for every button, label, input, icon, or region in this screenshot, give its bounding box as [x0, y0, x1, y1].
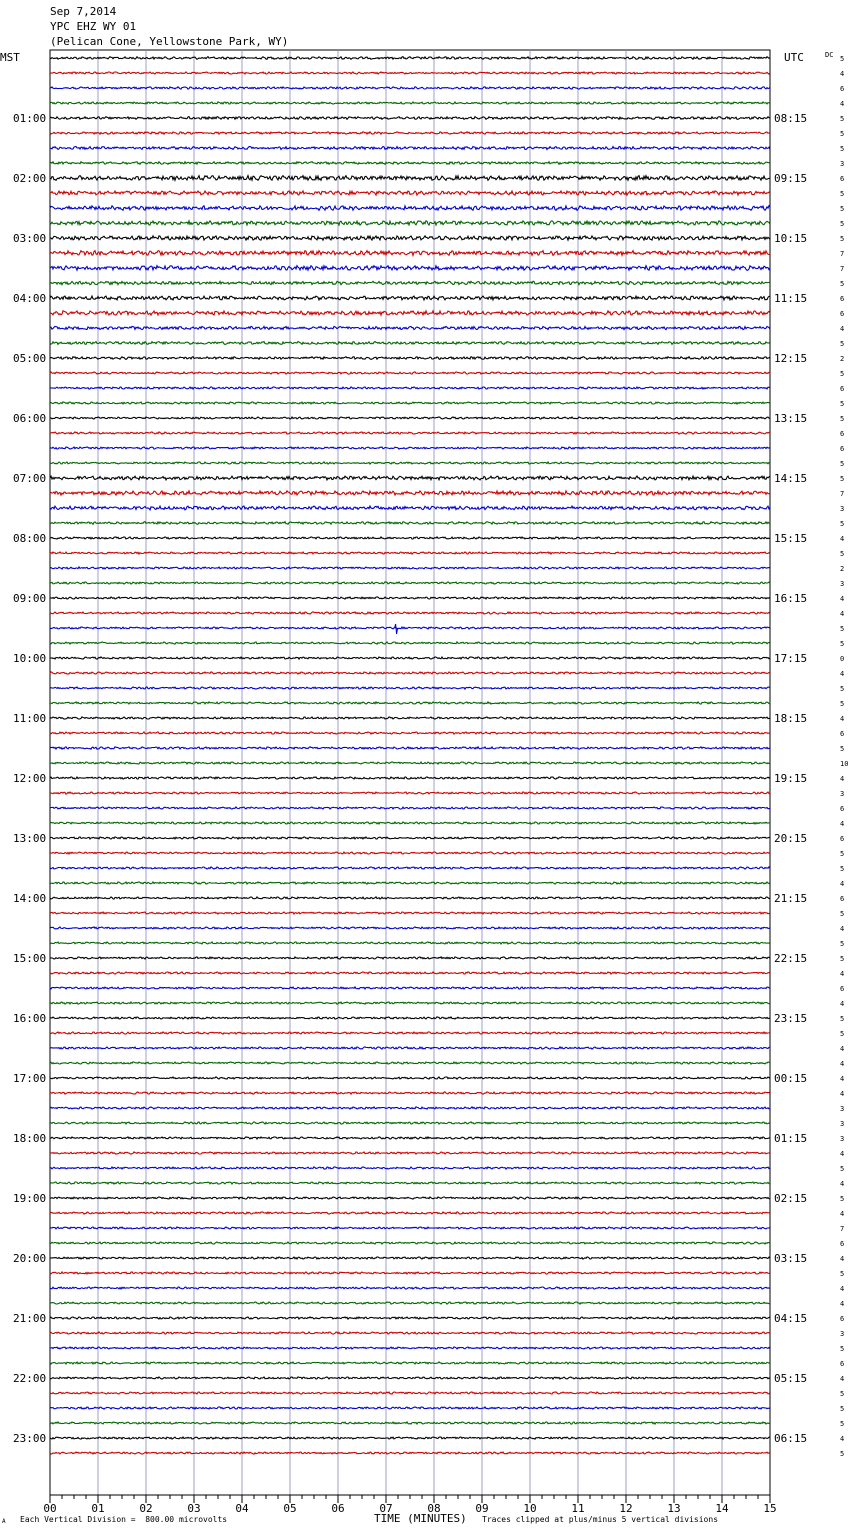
- dc-offset-value: 4: [840, 595, 845, 603]
- dc-offset-value: 5: [840, 415, 845, 423]
- dc-offset-value: 6: [840, 175, 845, 183]
- plot-date: Sep 7,2014: [50, 5, 117, 18]
- seismic-trace: [50, 1272, 770, 1274]
- dc-offset-value: 5: [840, 520, 845, 528]
- seismic-trace: [50, 552, 770, 554]
- utc-hour-label: 01:15: [774, 1132, 808, 1145]
- dc-offset-value: 5: [840, 1015, 845, 1023]
- mst-hour-label: 09:00: [13, 592, 47, 605]
- dc-offset-value: 4: [840, 100, 845, 108]
- dc-offset-value: 7: [840, 1225, 845, 1233]
- dc-offset-value: 3: [840, 1135, 845, 1143]
- seismic-trace: [50, 822, 770, 824]
- mst-hour-label: 22:00: [13, 1372, 47, 1385]
- seismic-trace: [50, 1032, 770, 1034]
- dc-offset-value: 5: [840, 625, 845, 633]
- dc-offset-value: 2: [840, 355, 845, 363]
- mst-hour-label: 20:00: [13, 1252, 47, 1265]
- seismic-trace: [50, 1377, 770, 1379]
- seismic-trace: [50, 1407, 770, 1409]
- utc-hour-label: 18:15: [774, 712, 808, 725]
- mst-hour-label: 15:00: [13, 952, 47, 965]
- dc-offset-value: 4: [840, 715, 845, 723]
- dc-offset-value: 5: [840, 1195, 845, 1203]
- seismic-trace: [50, 1122, 770, 1124]
- dc-offset-value: 6: [840, 430, 845, 438]
- seismic-trace: [50, 567, 770, 569]
- utc-axis-label: UTC: [784, 51, 804, 64]
- dc-offset-value: 4: [840, 1090, 845, 1098]
- utc-hour-label: 15:15: [774, 532, 808, 545]
- seismic-trace: [50, 717, 770, 719]
- utc-hour-label: 09:15: [774, 172, 808, 185]
- utc-hour-label: 19:15: [774, 772, 808, 785]
- seismic-trace: [50, 1077, 770, 1079]
- seismic-trace: [50, 357, 770, 360]
- dc-offset-value: 3: [840, 580, 845, 588]
- seismic-trace: [50, 747, 770, 749]
- seismic-trace: [50, 311, 770, 315]
- dc-offset-value: 6: [840, 310, 845, 318]
- mst-hour-label: 10:00: [13, 652, 47, 665]
- dc-offset-value: 7: [840, 490, 845, 498]
- dc-offset-value: 5: [840, 1450, 845, 1458]
- dc-offset-value: 5: [840, 280, 845, 288]
- dc-offset-value: 5: [840, 1405, 845, 1413]
- dc-offset-value: 4: [840, 820, 845, 828]
- utc-hour-label: 00:15: [774, 1072, 808, 1085]
- seismic-trace: [50, 537, 770, 539]
- seismic-trace: [50, 57, 770, 60]
- mst-hour-label: 12:00: [13, 772, 47, 785]
- seismic-trace: [50, 972, 770, 974]
- dc-offset-value: 5: [840, 55, 845, 63]
- seismic-trace: [50, 627, 770, 629]
- mst-hour-label: 08:00: [13, 532, 47, 545]
- seismic-trace: [50, 897, 770, 899]
- seismic-trace: [50, 417, 770, 419]
- seismic-trace: [50, 1437, 770, 1439]
- seismic-trace: [50, 132, 770, 134]
- dc-offset-value: 4: [840, 1075, 845, 1083]
- dc-offset-value: 5: [840, 745, 845, 753]
- dc-offset-value: 4: [840, 1375, 845, 1383]
- mst-hour-label: 11:00: [13, 712, 47, 725]
- dc-offset-value: 4: [840, 775, 845, 783]
- seismic-trace: [50, 912, 770, 914]
- mst-hour-label: 05:00: [13, 352, 47, 365]
- dc-offset-value: 4: [840, 325, 845, 333]
- seismic-trace: [50, 1167, 770, 1169]
- utc-hour-label: 20:15: [774, 832, 808, 845]
- dc-offset-value: 5: [840, 220, 845, 228]
- seismic-trace: [50, 296, 770, 300]
- seismic-trace: [50, 342, 770, 345]
- seismic-trace: [50, 117, 770, 120]
- scale-note: Each Vertical Division = 800.00 microvolts: [20, 1515, 228, 1524]
- dc-offset-value: 4: [840, 1150, 845, 1158]
- seismic-trace: [50, 1452, 770, 1454]
- dc-offset-value: 4: [840, 1210, 845, 1218]
- dc-offset-value: 5: [840, 1420, 845, 1428]
- seismic-trace: [50, 1212, 770, 1214]
- dc-offset-value: 4: [840, 1300, 845, 1308]
- station-code: YPC EHZ WY 01: [50, 20, 137, 33]
- dc-offset-value: 5: [840, 685, 845, 693]
- seismic-trace: [50, 792, 770, 794]
- dc-offset-value: 4: [840, 1255, 845, 1263]
- seismic-trace: [50, 1227, 770, 1229]
- seismic-trace: [50, 612, 770, 614]
- utc-hour-label: 17:15: [774, 652, 808, 665]
- dc-offset-value: 5: [840, 475, 845, 483]
- dc-offset-value: 4: [840, 535, 845, 543]
- utc-hour-label: 14:15: [774, 472, 808, 485]
- dc-offset-value: 4: [840, 610, 845, 618]
- seismic-trace: [50, 1242, 770, 1244]
- seismic-trace: [50, 1197, 770, 1199]
- mst-hour-label: 14:00: [13, 892, 47, 905]
- dc-offset-value: 6: [840, 730, 845, 738]
- mst-hour-label: 01:00: [13, 112, 47, 125]
- seismic-trace: [50, 1317, 770, 1319]
- dc-label: DC: [825, 51, 834, 59]
- seismic-trace: [50, 506, 770, 510]
- x-tick-label: 12: [619, 1502, 633, 1515]
- dc-offset-value: 5: [840, 865, 845, 873]
- x-tick-label: 09: [475, 1502, 489, 1515]
- seismic-trace: [50, 1002, 770, 1004]
- utc-hour-label: 03:15: [774, 1252, 808, 1265]
- seismic-trace: [50, 206, 770, 211]
- dc-offset-value: 5: [840, 145, 845, 153]
- mst-hour-label: 19:00: [13, 1192, 47, 1205]
- seismic-trace: [50, 987, 770, 989]
- seismic-trace: [50, 1017, 770, 1019]
- event-spike: [395, 624, 398, 634]
- dc-offset-value: 2: [840, 565, 845, 573]
- dc-offset-value: 6: [840, 985, 845, 993]
- utc-hour-label: 22:15: [774, 952, 808, 965]
- utc-hour-label: 08:15: [774, 112, 808, 125]
- mst-hour-label: 02:00: [13, 172, 47, 185]
- dc-offset-value: 6: [840, 385, 845, 393]
- seismic-trace: [50, 927, 770, 929]
- dc-offset-value: 5: [840, 1030, 845, 1038]
- seismic-trace: [50, 762, 770, 764]
- utc-hour-label: 05:15: [774, 1372, 808, 1385]
- seismic-trace: [50, 1092, 770, 1094]
- seismic-trace: [50, 732, 770, 734]
- seismic-trace: [50, 687, 770, 689]
- utc-hour-label: 06:15: [774, 1432, 808, 1445]
- dc-offset-value: 5: [840, 205, 845, 213]
- utc-hour-label: 04:15: [774, 1312, 808, 1325]
- seismic-trace: [50, 582, 770, 584]
- dc-offset-value: 4: [840, 970, 845, 978]
- seismic-trace: [50, 372, 770, 374]
- seismic-trace: [50, 447, 770, 449]
- x-tick-label: 00: [43, 1502, 57, 1515]
- dc-offset-value: 5: [840, 955, 845, 963]
- dc-offset-value: 6: [840, 835, 845, 843]
- x-tick-label: 11: [571, 1502, 585, 1515]
- seismic-trace: [50, 1347, 770, 1349]
- seismic-trace: [50, 852, 770, 854]
- seismic-trace: [50, 1422, 770, 1424]
- seismic-trace: [50, 1257, 770, 1259]
- seismic-trace: [50, 462, 770, 464]
- dc-offset-value: 5: [840, 1165, 845, 1173]
- x-tick-label: 02: [139, 1502, 153, 1515]
- dc-offset-value: 5: [840, 940, 845, 948]
- seismic-trace: [50, 837, 770, 839]
- seismic-trace: [50, 491, 770, 495]
- dc-offset-value: 6: [840, 1240, 845, 1248]
- seismic-trace: [50, 402, 770, 404]
- dc-offset-value: 4: [840, 1285, 845, 1293]
- dc-offset-value: 4: [840, 1180, 845, 1188]
- utc-hour-label: 10:15: [774, 232, 808, 245]
- x-tick-label: 15: [763, 1502, 777, 1515]
- x-axis-label: TIME (MINUTES): [374, 1512, 467, 1525]
- dc-offset-value: 3: [840, 1120, 845, 1128]
- dc-offset-value: 3: [840, 790, 845, 798]
- seismic-trace: [50, 102, 770, 104]
- x-tick-label: 10: [523, 1502, 537, 1515]
- x-tick-label: 08: [427, 1502, 441, 1515]
- dc-offset-value: 5: [840, 370, 845, 378]
- seismic-trace: [50, 597, 770, 599]
- mst-hour-label: 03:00: [13, 232, 47, 245]
- x-tick-label: 03: [187, 1502, 201, 1515]
- dc-offset-value: 5: [840, 115, 845, 123]
- seismic-trace: [50, 957, 770, 959]
- dc-offset-value: 6: [840, 1360, 845, 1368]
- seismic-trace: [50, 191, 770, 195]
- seismic-trace: [50, 1182, 770, 1184]
- dc-offset-value: 4: [840, 670, 845, 678]
- dc-offset-value: 6: [840, 85, 845, 93]
- dc-offset-value: 5: [840, 460, 845, 468]
- dc-offset-value: 5: [840, 700, 845, 708]
- seismic-trace: [50, 657, 770, 659]
- x-tick-label: 06: [331, 1502, 345, 1515]
- dc-offset-value: 4: [840, 925, 845, 933]
- mst-hour-label: 04:00: [13, 292, 47, 305]
- seismic-trace: [50, 1062, 770, 1064]
- dc-offset-value: 4: [840, 1000, 845, 1008]
- dc-offset-value: 3: [840, 160, 845, 168]
- x-tick-label: 05: [283, 1502, 297, 1515]
- seismic-trace: [50, 1047, 770, 1049]
- axis-labels: [0, 51, 848, 1515]
- dc-offset-value: 4: [840, 1045, 845, 1053]
- dc-offset-value: 6: [840, 445, 845, 453]
- seismic-trace: [50, 162, 770, 165]
- dc-offset-value: 5: [840, 190, 845, 198]
- seismic-trace: [50, 1362, 770, 1364]
- seismic-trace: [50, 266, 770, 271]
- mst-hour-label: 07:00: [13, 472, 47, 485]
- seismic-traces: [50, 57, 770, 1454]
- dc-offset-value: 6: [840, 295, 845, 303]
- dc-offset-value: 5: [840, 550, 845, 558]
- seismic-trace: [50, 777, 770, 779]
- seismic-trace: [50, 251, 770, 256]
- seismic-trace: [50, 326, 770, 329]
- seismic-trace: [50, 236, 770, 240]
- dc-offset-value: 5: [840, 340, 845, 348]
- x-tick-label: 01: [91, 1502, 105, 1515]
- dc-offset-value: 5: [840, 130, 845, 138]
- seismic-trace: [50, 476, 770, 480]
- seismic-trace: [50, 387, 770, 389]
- dc-offset-value: 3: [840, 505, 845, 513]
- clip-note: Traces clipped at plus/minus 5 vertical divisions: [482, 1515, 719, 1524]
- utc-hour-label: 16:15: [774, 592, 808, 605]
- seismic-trace: [50, 432, 770, 434]
- seismic-trace: [50, 807, 770, 809]
- dc-offset-value: 10: [840, 760, 849, 768]
- seismic-trace: [50, 1137, 770, 1139]
- seismic-trace: [50, 642, 770, 644]
- seismic-trace: [50, 87, 770, 89]
- seismic-trace: [50, 1392, 770, 1394]
- mst-hour-label: 16:00: [13, 1012, 47, 1025]
- corner-mark: A: [2, 1518, 6, 1525]
- seismic-trace: [50, 1107, 770, 1109]
- utc-hour-label: 23:15: [774, 1012, 808, 1025]
- mst-hour-label: 17:00: [13, 1072, 47, 1085]
- x-tick-label: 14: [715, 1502, 729, 1515]
- seismic-trace: [50, 176, 770, 181]
- mst-axis-label: MST: [0, 51, 20, 64]
- dc-offset-value: 3: [840, 1105, 845, 1113]
- seismic-trace: [50, 221, 770, 225]
- seismic-trace: [50, 281, 770, 284]
- dc-offset-value: 5: [840, 235, 845, 243]
- dc-offset-value: 5: [840, 910, 845, 918]
- dc-offset-value: 4: [840, 1435, 845, 1443]
- dc-offset-value: 6: [840, 805, 845, 813]
- dc-offset-value: 5: [840, 1345, 845, 1353]
- seismic-trace: [50, 522, 770, 525]
- mst-hour-label: 23:00: [13, 1432, 47, 1445]
- mst-hour-label: 21:00: [13, 1312, 47, 1325]
- mst-hour-label: 13:00: [13, 832, 47, 845]
- seismic-trace: [50, 1332, 770, 1334]
- seismic-trace: [50, 702, 770, 704]
- dc-offset-value: 4: [840, 1060, 845, 1068]
- utc-hour-label: 11:15: [774, 292, 808, 305]
- seismic-trace: [50, 1152, 770, 1154]
- x-tick-label: 04: [235, 1502, 249, 1515]
- seismic-trace: [50, 72, 770, 74]
- dc-offset-value: 0: [840, 655, 845, 663]
- dc-offset-value: 5: [840, 1390, 845, 1398]
- x-tick-label: 07: [379, 1502, 393, 1515]
- seismic-trace: [50, 942, 770, 944]
- seismic-trace: [50, 882, 770, 884]
- station-location: (Pelican Cone, Yellowstone Park, WY): [50, 35, 289, 48]
- dc-offset-value: 6: [840, 895, 845, 903]
- x-tick-label: 13: [667, 1502, 681, 1515]
- seismic-trace: [50, 1302, 770, 1304]
- seismic-trace: [50, 1287, 770, 1289]
- mst-hour-label: 18:00: [13, 1132, 47, 1145]
- dc-offset-value: 4: [840, 880, 845, 888]
- utc-hour-label: 12:15: [774, 352, 808, 365]
- dc-offset-value: 5: [840, 640, 845, 648]
- utc-hour-label: 21:15: [774, 892, 808, 905]
- dc-offset-value: 4: [840, 70, 845, 78]
- seismic-trace: [50, 867, 770, 869]
- dc-offset-value: 3: [840, 1330, 845, 1338]
- utc-hour-label: 13:15: [774, 412, 808, 425]
- mst-hour-label: 06:00: [13, 412, 47, 425]
- dc-offset-value: 7: [840, 265, 845, 273]
- dc-offset-value: 7: [840, 250, 845, 258]
- dc-offset-value: 5: [840, 400, 845, 408]
- dc-offset-value: 5: [840, 850, 845, 858]
- seismic-trace: [50, 672, 770, 674]
- utc-hour-label: 02:15: [774, 1192, 808, 1205]
- dc-offset-value: 5: [840, 1270, 845, 1278]
- seismic-trace: [50, 147, 770, 150]
- dc-offset-value: 6: [840, 1315, 845, 1323]
